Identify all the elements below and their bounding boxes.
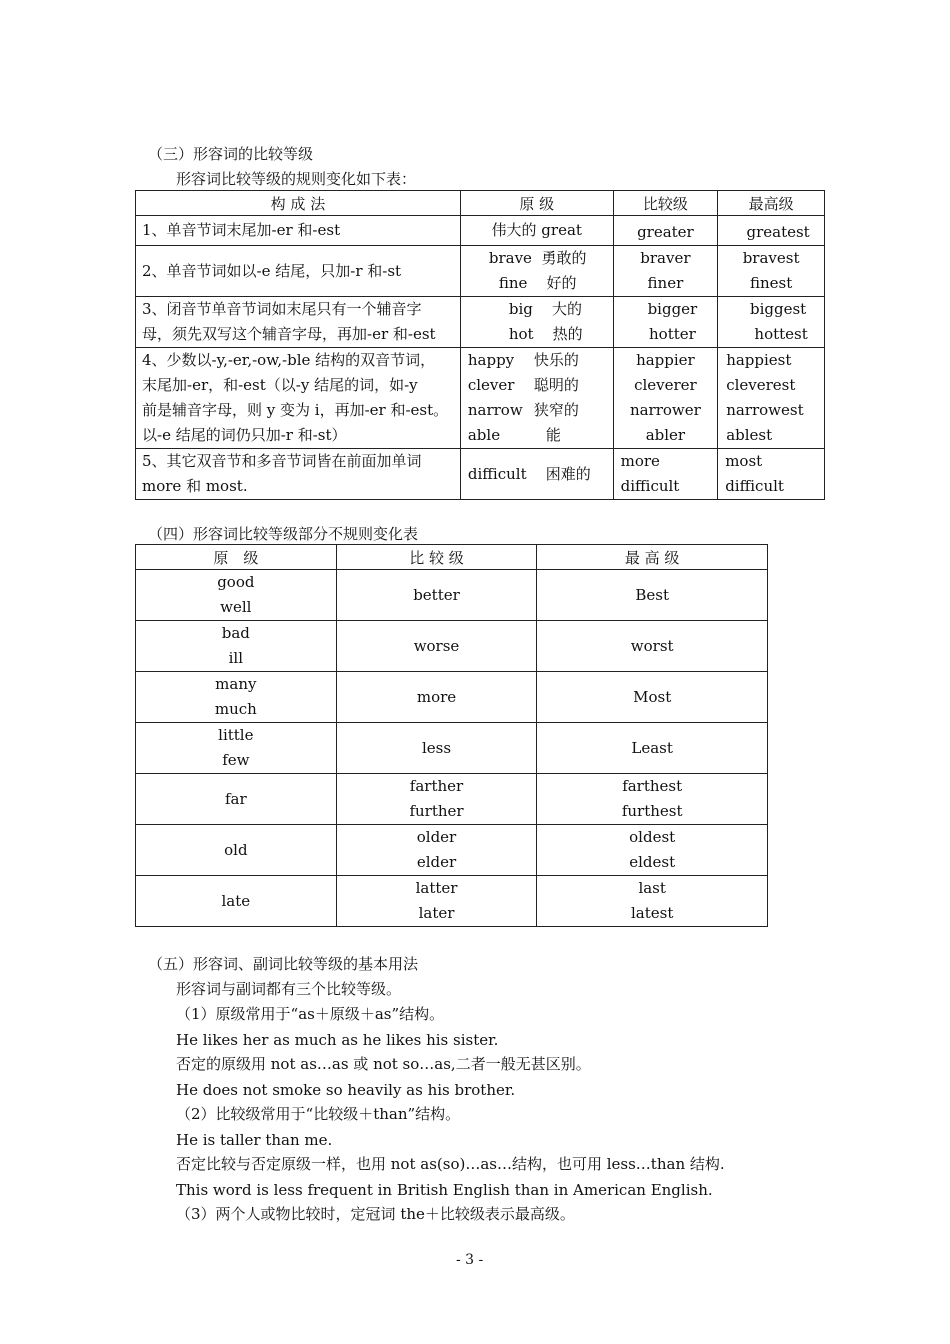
header-superlative: 最 高 级 — [537, 545, 768, 570]
positive-word: late — [221, 891, 251, 910]
rule-text: 2、单音节词如以-e 结尾，只加-r 和-st — [142, 261, 402, 280]
positive-word: hot — [508, 325, 534, 343]
section5-heading: （五）形容词、副词比较等级的基本用法 — [148, 955, 419, 973]
positive-meaning: 聪明的 — [533, 376, 579, 394]
body-line: He likes her as much as he likes his sister. — [176, 1031, 499, 1049]
section3-heading: （三）形容词的比较等级 — [148, 145, 314, 163]
superlative-word: narrowest — [726, 401, 804, 419]
superlative-word: finest — [749, 274, 793, 292]
comparative-word: greater — [637, 223, 694, 241]
comparative-word: more — [416, 687, 457, 706]
positive-word: clever — [467, 376, 515, 394]
positive-meaning: 狭窄的 — [533, 401, 579, 419]
rule-text: 3、闭音节单音节词如末尾只有一个辅音字 — [142, 300, 422, 318]
rule-text: 末尾加-er，和-est（以-y 结尾的词，如-y — [142, 376, 418, 394]
table-row — [136, 672, 768, 723]
positive-word: fine — [498, 274, 528, 292]
body-line: 否定的原级用 not as…as 或 not so…as,二者一般无甚区别。 — [176, 1055, 591, 1073]
body-line: He does not smoke so heavily as his brother. — [176, 1081, 516, 1099]
body-line: （3）两个人或物比较时，定冠词 the＋比较级表示最高级。 — [176, 1205, 575, 1223]
table-row — [136, 449, 825, 500]
rule-text: 前是辅音字母，则 y 变为 i，再加-er 和-est。 — [142, 401, 449, 419]
header-comparative: 比较级 — [613, 191, 718, 216]
comparative-word: older — [416, 828, 457, 846]
header-positive: 原 级 — [136, 545, 337, 570]
superlative-word: bravest — [742, 249, 800, 267]
positive-word: narrow — [467, 401, 523, 419]
comparative-word: difficult — [620, 477, 680, 495]
irregular-comparison-table — [135, 544, 768, 927]
comparative-word: farther — [409, 777, 464, 795]
superlative-word: greatest — [746, 223, 810, 241]
superlative-word: happiest — [726, 351, 792, 369]
body-line: （1）原级常用于“as＋原级＋as”结构。 — [176, 1005, 445, 1023]
positive-word: few — [222, 751, 250, 769]
positive-meaning: 大的 — [551, 300, 582, 318]
header-comparative: 比 较 级 — [336, 545, 537, 570]
table-row — [136, 246, 825, 297]
positive-meaning: 困难的 — [545, 464, 591, 483]
positive-word: ill — [228, 649, 244, 667]
comparative-word: braver — [640, 249, 691, 267]
rule-text: 1、单音节词末尾加-er 和-est — [142, 221, 341, 239]
positive-word: good — [217, 573, 255, 591]
table-row — [136, 570, 768, 621]
section4-heading: （四）形容词比较等级部分不规则变化表 — [148, 525, 419, 543]
comparative-word: latter — [415, 879, 458, 897]
comparative-word: finer — [647, 274, 684, 292]
superlative-word: Least — [631, 738, 673, 757]
body-line: （2）比较级常用于“比较级＋than”结构。 — [176, 1105, 461, 1123]
positive-word: happy — [467, 351, 515, 369]
table-row — [136, 216, 825, 246]
positive-meaning: 热的 — [552, 325, 583, 343]
superlative-word: hottest — [754, 325, 808, 343]
header-rule: 构 成 法 — [136, 191, 461, 216]
rule-text: more 和 most. — [142, 477, 248, 495]
superlative-word: most — [725, 452, 763, 470]
page-number: - 3 - — [456, 1252, 484, 1268]
positive-meaning: 快乐的 — [533, 351, 579, 369]
positive-meaning: 好的 — [546, 274, 577, 292]
comparative-word: elder — [416, 853, 457, 871]
positive-word: difficult — [467, 464, 527, 483]
positive-word: well — [220, 598, 252, 616]
header-positive: 原 级 — [460, 191, 613, 216]
table-header-row — [136, 191, 825, 216]
body-line: This word is less frequent in British English than in American English. — [176, 1181, 713, 1199]
comparative-word: less — [421, 738, 452, 757]
superlative-word: ablest — [726, 426, 773, 444]
superlative-word: Best — [635, 585, 669, 604]
table-row — [136, 825, 768, 876]
positive-word: much — [214, 700, 257, 718]
rule-text: 以-e 结尾的词仍只加-r 和-st） — [142, 426, 347, 444]
comparative-word: abler — [645, 426, 686, 444]
header-superlative: 最高级 — [718, 191, 825, 216]
table-row — [136, 774, 768, 825]
positive-meaning: 能 — [545, 426, 561, 444]
comparative-word: further — [409, 802, 464, 820]
superlative-word: Most — [633, 687, 672, 706]
comparative-word: more — [620, 452, 660, 470]
positive-meaning: 勇敢的 — [541, 249, 587, 267]
positive-word: bad — [221, 624, 250, 642]
rule-text: 母，须先双写这个辅音字母，再加-er 和-est — [142, 325, 436, 343]
positive-word: old — [224, 840, 248, 859]
rule-text: 5、其它双音节和多音节词皆在前面加单词 — [142, 452, 422, 470]
table-row — [136, 621, 768, 672]
comparative-word: cleverer — [634, 376, 697, 394]
table-row — [136, 348, 825, 449]
positive-word: brave — [488, 249, 532, 267]
superlative-word: latest — [630, 904, 674, 922]
comparative-word: narrower — [629, 401, 701, 419]
positive-word: far — [224, 789, 247, 808]
positive-word: little — [218, 726, 254, 744]
superlative-word: oldest — [629, 828, 676, 846]
table-row — [136, 876, 768, 927]
positive-word: big — [508, 300, 533, 318]
superlative-word: cleverest — [726, 376, 796, 394]
superlative-word: difficult — [725, 477, 784, 495]
body-line: 形容词与副词都有三个比较等级。 — [176, 980, 402, 998]
superlative-word: farthest — [622, 777, 683, 795]
rule-text: 4、少数以-y,-er,-ow,-ble 结构的双音节词， — [142, 351, 436, 369]
superlative-word: biggest — [749, 300, 807, 318]
superlative-word: furthest — [621, 802, 683, 820]
regular-comparison-table — [135, 190, 825, 500]
comparative-word: better — [413, 585, 460, 604]
positive-word: many — [215, 675, 257, 693]
section3-intro: 形容词比较等级的规则变化如下表： — [176, 170, 417, 188]
comparative-word: happier — [636, 351, 695, 369]
table-row — [136, 297, 825, 348]
table-header-row — [136, 545, 768, 570]
comparative-word: hotter — [649, 325, 696, 343]
positive-word: able — [467, 426, 501, 444]
superlative-word: eldest — [629, 853, 676, 871]
table-row — [136, 723, 768, 774]
comparative-word: later — [418, 904, 455, 922]
comparative-word: worse — [413, 636, 460, 655]
superlative-word: worst — [630, 636, 674, 655]
body-line: He is taller than me. — [176, 1131, 333, 1149]
positive-word: 伟大的 great — [491, 221, 582, 239]
body-line: 否定比较与否定原级一样，也用 not as(so)…as…结构，也可用 less…than 结构. — [176, 1155, 725, 1173]
comparative-word: bigger — [647, 300, 698, 318]
superlative-word: last — [638, 879, 666, 897]
